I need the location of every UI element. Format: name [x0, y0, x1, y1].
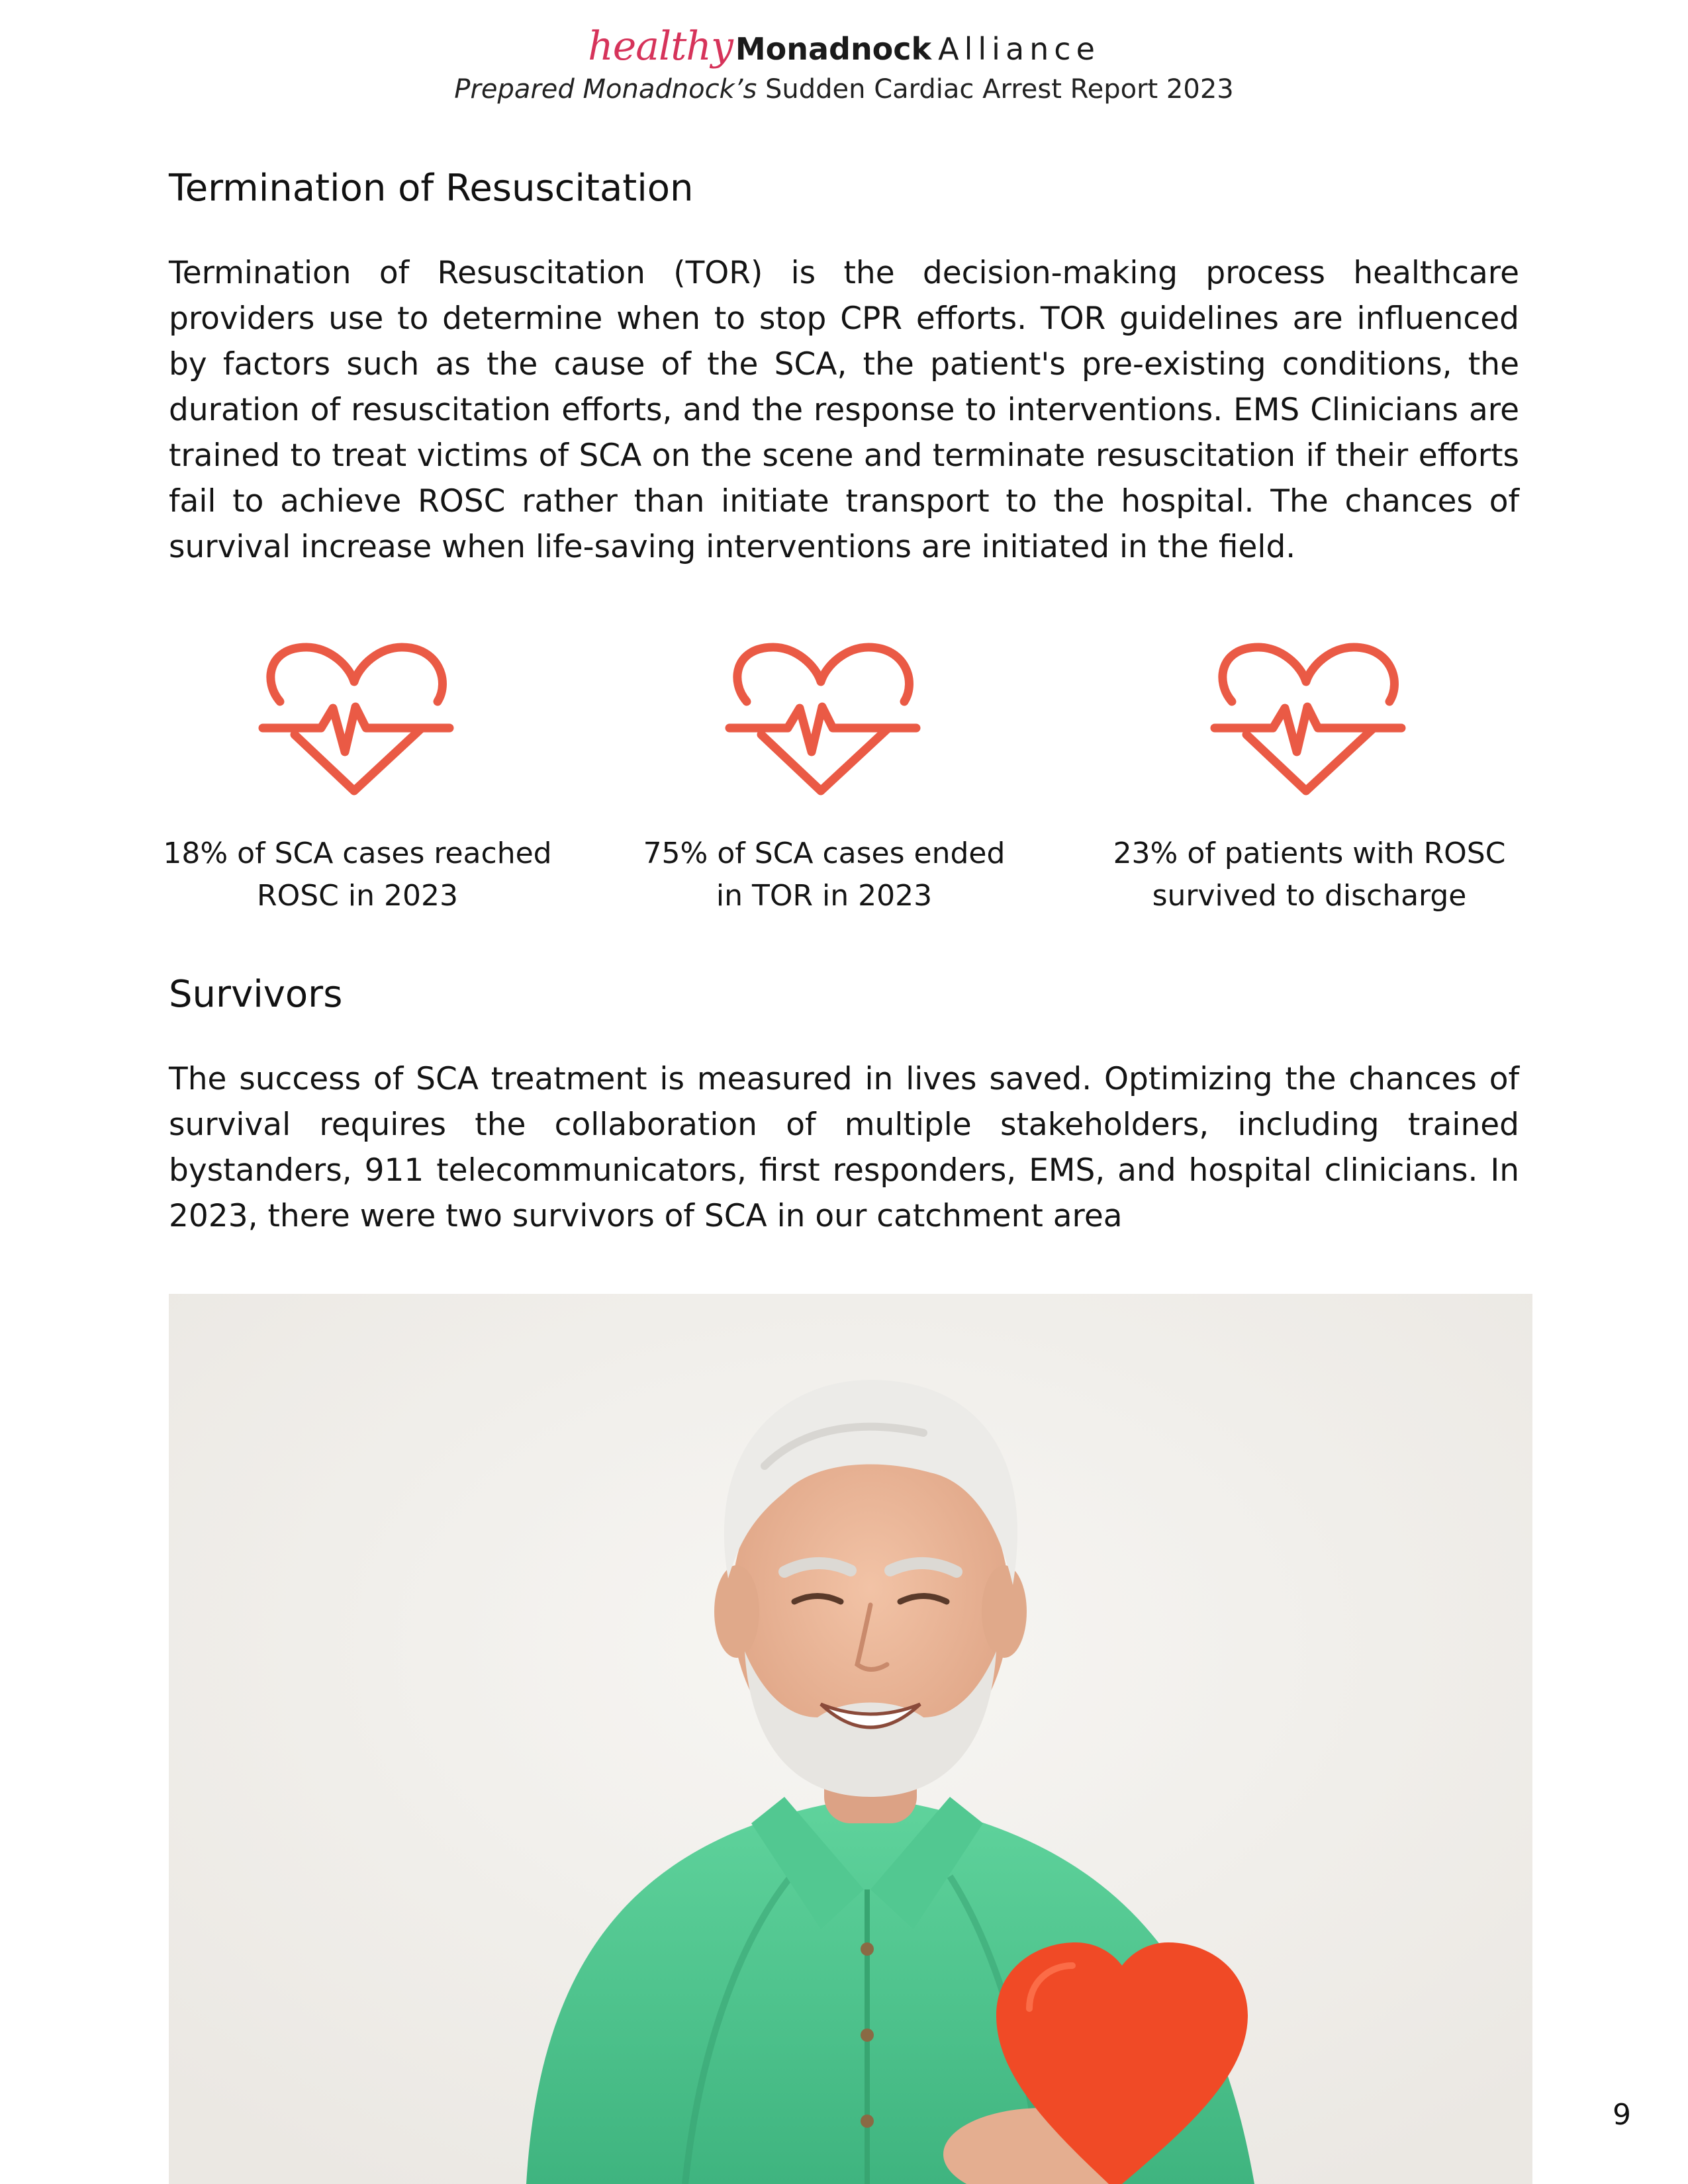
stat-tor-line1: 75% of SCA cases ended — [643, 837, 1006, 870]
tor-paragraph: Termination of Resuscitation (TOR) is the decision-making process healthcare providers use to determine when to stop CPR efforts. TOR guidelines are influenced by factors such as the cause of the SCA, the patient's pre-existing conditions, the duration of resuscitation efforts, and the response to interventions. EMS Clinicians are trained to treat victims of SCA on the scene and terminate resuscitation if their efforts fail to achieve ROSC rather than initiate transport to the hospital. The chances of survival increase when life-saving interventions are initiated in the field. — [169, 255, 1519, 565]
tor-heading: Termination of Resuscitation — [169, 167, 694, 210]
stat-tor — [619, 635, 1029, 917]
stat-discharge-line1: 23% of patients with ROSC — [1113, 837, 1506, 870]
page-number: 9 — [1613, 2098, 1631, 2132]
report-subtitle — [0, 73, 1688, 106]
heartbeat-icon — [722, 635, 927, 801]
stat-tor-line2: in TOR in 2023 — [716, 879, 933, 913]
stat-discharge-line2: survived to discharge — [1152, 879, 1467, 913]
stat-discharge — [1104, 635, 1515, 917]
subtitle-italic: Prepared Monadnock’s — [454, 74, 757, 105]
stat-rosc-line2: ROSC in 2023 — [257, 879, 458, 913]
subtitle-rest: Sudden Cardiac Arrest Report 2023 — [757, 74, 1234, 105]
stat-rosc — [152, 635, 563, 917]
survivor-photo — [169, 1294, 1532, 2184]
brand-logo — [0, 23, 1688, 69]
brand-alliance: Alliance — [938, 31, 1100, 67]
report-header — [0, 23, 1688, 106]
heartbeat-icon — [1207, 635, 1412, 801]
brand-healthy: healthy — [588, 23, 733, 69]
heartbeat-icon — [255, 635, 460, 801]
survivors-heading: Survivors — [169, 973, 343, 1016]
smiling-man-illustration — [169, 1294, 1532, 2184]
brand-monadnock: Monadnock — [735, 31, 932, 67]
stat-rosc-line1: 18% of SCA cases reached — [163, 837, 552, 870]
survivors-paragraph: The success of SCA treatment is measured in lives saved. Optimizing the chances of survival requires the collaboration of multiple stakeholders, including trained bystanders, 911 telecommunicators, first responders, EMS, and hospital clinicians. In 2023, there were two survivors of SCA in our catchment area — [169, 1061, 1519, 1234]
